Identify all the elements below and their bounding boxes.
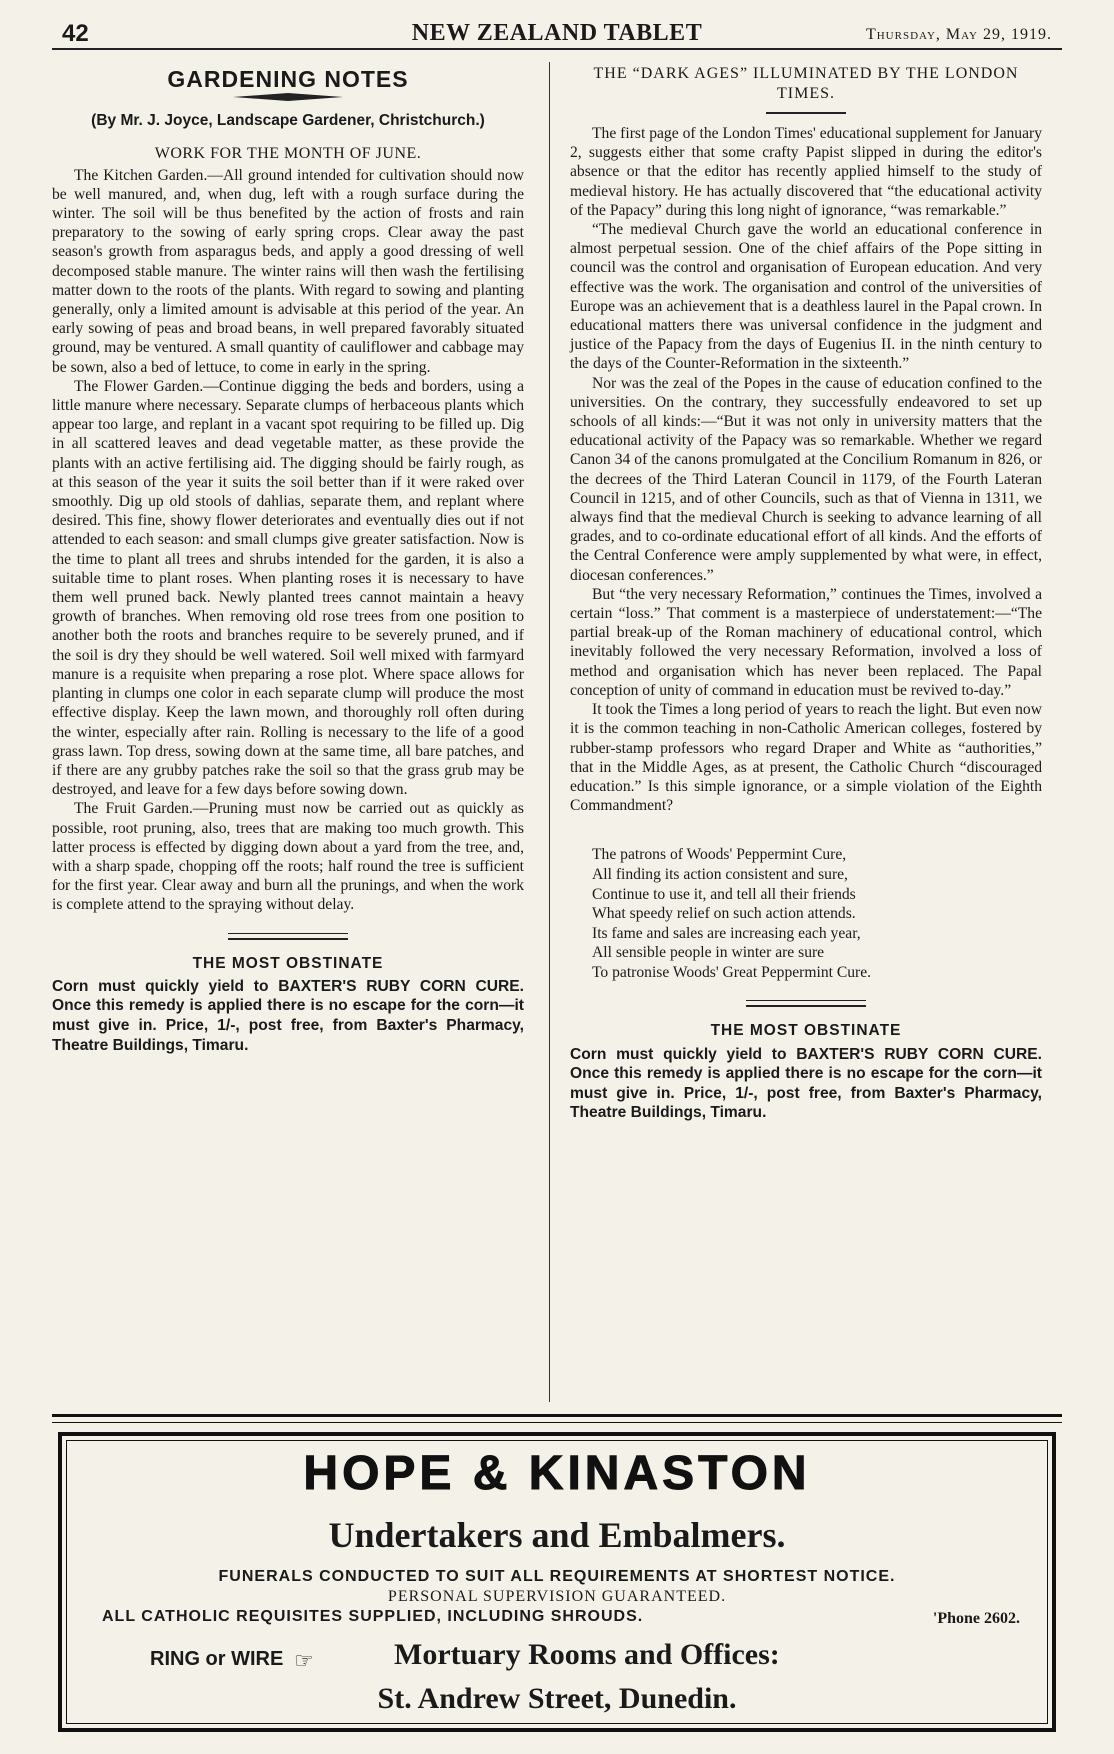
poem-line: All sensible people in winter are sure bbox=[592, 944, 825, 962]
divider bbox=[228, 933, 348, 940]
subheading: WORK FOR THE MONTH OF JUNE. bbox=[154, 145, 422, 163]
paragraph-fruit-garden: The Fruit Garden.—Pruning must now be carried out as quickly as possible, root pruning, also, trees that are making too much growth. This latter process is effected by digging down about a yard from the tree, and, with a sharp spade, chopping off the roots; half round the tree is sufficient for the first year. Clear away and burn all the prunings, and when the work is complete attend to the spraying without delay. bbox=[52, 800, 524, 914]
ornament-rule bbox=[233, 93, 343, 101]
divider bbox=[746, 1000, 866, 1007]
right-column bbox=[570, 64, 1042, 1123]
corn-ad-title: THE MOST OBSTINATE bbox=[710, 1022, 902, 1040]
section-rule bbox=[52, 1414, 1062, 1423]
poem-line: To patronise Woods' Great Peppermint Cure. bbox=[592, 963, 872, 981]
corn-ad-title: THE MOST OBSTINATE bbox=[192, 954, 384, 972]
poem-line: All finding its action consistent and sure, bbox=[592, 865, 848, 883]
heading-rule bbox=[766, 112, 846, 114]
poem-line: What speedy relief on such action attends. bbox=[592, 905, 856, 923]
undertaker-advert bbox=[58, 1432, 1056, 1732]
corn-ad-text: Corn must quickly yield to BAXTER'S RUBY CORN CURE. Once this remedy is applied there is no escape for the corn—it must give in. Price, 1/-, post free, from Baxter's Pharmacy, Theatre Buildings, Timaru. bbox=[52, 977, 524, 1054]
advert-line-requisites: ALL CATHOLIC REQUISITES SUPPLIED, INCLUDING SHROUDS. bbox=[102, 1608, 644, 1625]
phone-number: 'Phone 2602. bbox=[932, 1610, 1020, 1627]
poem-line: Continue to use it, and tell all their friends bbox=[592, 885, 856, 903]
gardening-heading: GARDENING NOTES bbox=[167, 66, 409, 92]
left-column bbox=[52, 64, 524, 1055]
firm-name: HOPE & KINASTON bbox=[303, 1447, 811, 1500]
corn-ad-text: Corn must quickly yield to BAXTER'S RUBY CORN CURE. Once this remedy is applied there is no escape for the corn—it must give in. Price, 1/-, post free, from Baxter's Pharmacy, Theatre Buildings, Timaru. bbox=[570, 1045, 1042, 1122]
advert-line-funerals: FUNERALS CONDUCTED TO SUIT ALL REQUIREMENTS AT SHORTEST NOTICE. bbox=[218, 1568, 896, 1585]
mortuary-rooms: Mortuary Rooms and Offices: bbox=[394, 1638, 780, 1671]
issue-date: Thursday, May 29, 1919. bbox=[865, 26, 1052, 43]
peppermint-poem bbox=[592, 845, 1042, 982]
paragraph-kitchen-garden: The Kitchen Garden.—All ground intended for cultivation should now be well manured, and, when dug, left with a rough surface during the winter. The soil will be thus benefited by the action of frosts and rain preparatory to the sowing of early spring crops. Clear away the past season's growth from asparagus beds, and apply a good dressing of well decomposed stable manure. The winter rains will then wash the fertilising matter down to the roots of the plants. With regard to sowing and planting generally, only a limited amount is advisable at this period of the year. An early sowing of peas and broad beans, in well prepared favorably situated ground, may be ventured. A small quantity of cauliflower and cabbage may be sown, also a bed of lettuce, to come in early in the spring. bbox=[52, 166, 524, 376]
byline: (By Mr. J. Joyce, Landscape Gardener, Christchurch.) bbox=[91, 112, 485, 130]
publication-title: NEW ZEALAND TABLET bbox=[411, 20, 703, 46]
poem-line: The patrons of Woods' Peppermint Cure, bbox=[592, 846, 847, 864]
dark-ages-heading: THE “DARK AGES” ILLUMINATED BY THE LONDON TIMES. bbox=[593, 65, 1019, 102]
poem-line: Its fame and sales are increasing each year, bbox=[592, 924, 861, 942]
firm-subtitle: Undertakers and Embalmers. bbox=[328, 1515, 786, 1555]
page-number: 42 bbox=[62, 20, 89, 47]
pointing-hand-icon: ☞ bbox=[294, 1648, 314, 1673]
article-paragraph: Nor was the zeal of the Popes in the cause of education confined to the universities. On the contrary, they successfully endeavored to set up schools of all kinds:—“But it was not only in university matters that the educational activity of the Papacy was so remarkable. Whether we regard Canon 34 of the canons promulgated at the Concilium Romanum in 826, or the decrees of the Third Lateran Council in 1179, of the Fourth Lateran Council in 1215, and of other Councils, such as that of Vienna in 1311, we always find that the medieval Church is seeking to advance learning of all grades, and to co-ordinate educational effort of all kinds. And the efforts of the Central Conference were amply supplemented by what were, in effect, diocesan conferences.” bbox=[570, 374, 1042, 584]
street-address: St. Andrew Street, Dunedin. bbox=[377, 1682, 737, 1715]
article-paragraph: But “the very necessary Reformation,” continues the Times, involved a certain “loss.” That comment is a masterpiece of understatement:—“The partial break-up of the Roman machinery of educational control, which inevitably followed the very necessary Reformation, involved a loss of method and organisation which has never been replaced. The Papal conception of unity of command in education must be revived to-day.” bbox=[570, 585, 1042, 699]
article-paragraph: The first page of the London Times' educational supplement for January 2, suggests either that some crafty Papist slipped in during the editor's absence or that the editor has recently applied himself to the study of medieval history. He has actually discovered that “the educational activity of the Papacy” during this long night of ignorance, “was remarkable.” bbox=[570, 125, 1042, 219]
ring-or-wire: RING or WIRE bbox=[150, 1648, 284, 1670]
column-divider bbox=[549, 62, 550, 1402]
article-paragraph: It took the Times a long period of years to reach the light. But even now it is the common teaching in non-Catholic American colleges, fostered by rubber-stamp professors who regard Draper and White as “authorities,” that in the Middle Ages, as at present, the Catholic Church “discouraged education.” Is this simple ignorance, or a simple violation of the Eighth Commandment? bbox=[570, 701, 1042, 815]
article-paragraph: “The medieval Church gave the world an educational conference in almost perpetual session. One of the chief affairs of the Pope sitting in council was the control and organisation of European education. And very effective was the work. The organisation and control of the universities of Europe was an achievement that is a deathless laurel in the Papal crown. In educational matters there was universal confidence in the judgment and justice of the Papacy from the days of Eugenius II. in the ninth century to the days of the Counter-Reformation in the sixteenth.” bbox=[570, 221, 1042, 373]
paragraph-flower-garden: The Flower Garden.—Continue digging the beds and borders, using a little manure where necessary. Separate clumps of herbaceous plants which appear too large, and replant in a vacant spot requiring to be filled up. Dig in all scattered leaves and dead vegetable matter, as these provide the plants with an active fertilising aid. The digging should be fairly rough, as at this season of the year it suits the soil better than if it were raked over smoothly. Dig up old stools of dahlias, separate them, and replant where desired. This fine, showy flower deteriorates and eventually dies out if not attended to each season: and small clumps give greater satisfaction. Now is the time to plant all trees and shrubs intended for the garden, it is also a suitable time to plant roses. When planting roses it is necessary to have them well pruned back. Newly planted trees cannot maintain a heavy growth of branches. When removing old rose trees from one position to another both the roots and branches require to be severely pruned, and if the soil is dry they should be well watered. Soil well mixed with farmyard manure is a requisite when preparing a rose plot. Where space allows for planting in clumps one color in each separate clump will produce the most effective display. Keep the lawn mown, and thoroughly roll often during the winter, especially after rain. Rolling is necessary to the life of a good grass lawn. Top dress, sowing down at the same time, all bare patches, and if there are any grubby patches rake the soil so that the grass grub may be destroyed, and leave for a few days before sowing down. bbox=[52, 377, 524, 799]
advert-line-supervision: PERSONAL SUPERVISION GUARANTEED. bbox=[387, 1588, 727, 1605]
page-header bbox=[52, 18, 1062, 50]
